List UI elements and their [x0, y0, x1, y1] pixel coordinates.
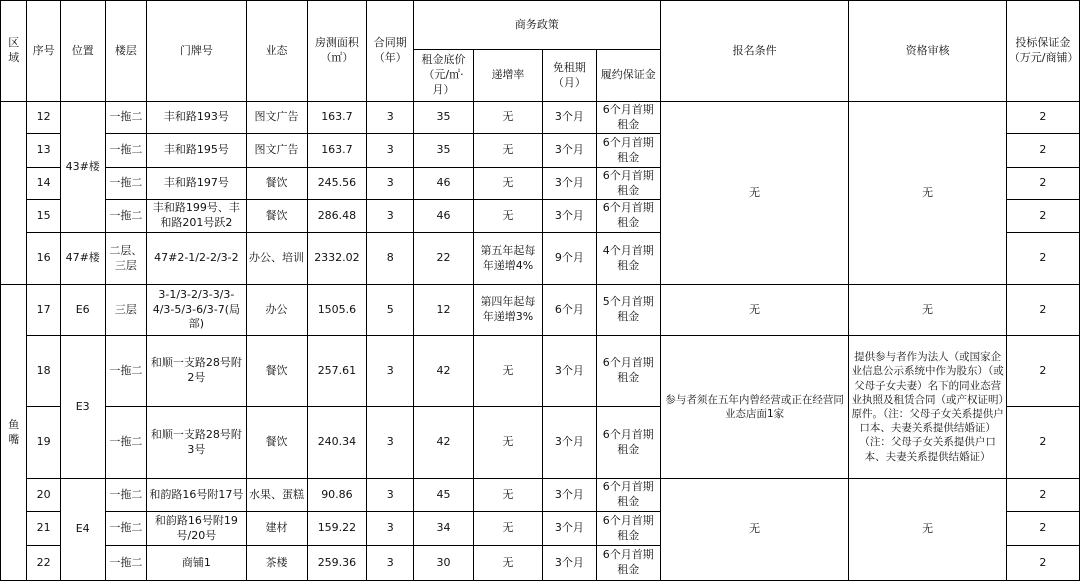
cell-free: 3个月	[542, 168, 596, 200]
cell-floor: 一拖二	[105, 407, 147, 479]
cell-address: 丰和路193号	[147, 102, 246, 134]
cell-area: 159.22	[307, 512, 367, 546]
cell-rent: 35	[414, 134, 474, 168]
cell-bid: 2	[1006, 168, 1079, 200]
cell-seq: 18	[27, 336, 60, 407]
cell-business: 餐饮	[246, 407, 307, 479]
cell-term: 8	[367, 233, 414, 285]
cell-deposit: 6个月首期租金	[596, 336, 660, 407]
cell-rent: 12	[414, 285, 474, 336]
cell-apply: 无	[660, 479, 849, 581]
cell-increase: 无	[473, 479, 542, 512]
cell-bid: 2	[1006, 512, 1079, 546]
cell-rent: 46	[414, 168, 474, 200]
cell-term: 3	[367, 479, 414, 512]
cell-seq: 21	[27, 512, 60, 546]
location-cell: 43#楼	[60, 102, 105, 233]
cell-floor: 一拖二	[105, 134, 147, 168]
cell-term: 3	[367, 336, 414, 407]
header-increase: 递增率	[473, 50, 542, 102]
cell-area: 2332.02	[307, 233, 367, 285]
cell-seq: 20	[27, 479, 60, 512]
cell-area: 259.36	[307, 546, 367, 581]
header-address: 门牌号	[147, 1, 246, 102]
cell-area: 286.48	[307, 200, 367, 233]
header-location: 位置	[60, 1, 105, 102]
cell-address: 和顺一支路28号附3号	[147, 407, 246, 479]
cell-business: 图文广告	[246, 102, 307, 134]
cell-rent: 34	[414, 512, 474, 546]
cell-increase: 无	[473, 336, 542, 407]
header-seq: 序号	[27, 1, 60, 102]
cell-business: 餐饮	[246, 336, 307, 407]
cell-deposit: 6个月首期租金	[596, 168, 660, 200]
cell-qualify: 提供参与者作为法人（或国家企业信息公示系统中作为股东）（或父母子女夫妻）名下的同业态营业执照及租赁合同（或产权证明）原件。（注：父母子女关系提供户口本、夫妻关系提供结婚证）（注：父母子女关系提供户口本、夫妻关系提供结婚证）	[849, 336, 1006, 479]
cell-seq: 15	[27, 200, 60, 233]
cell-qualify: 无	[849, 285, 1006, 336]
cell-term: 5	[367, 285, 414, 336]
cell-bid: 2	[1006, 336, 1079, 407]
cell-free: 3个月	[542, 546, 596, 581]
cell-seq: 22	[27, 546, 60, 581]
header-rent: 租金底价（元/㎡·月）	[414, 50, 474, 102]
cell-address: 丰和路197号	[147, 168, 246, 200]
cell-floor: 一拖二	[105, 479, 147, 512]
cell-floor: 二层、三层	[105, 233, 147, 285]
cell-seq: 19	[27, 407, 60, 479]
cell-business: 水果、蛋糕	[246, 479, 307, 512]
cell-increase: 第四年起每年递增3%	[473, 285, 542, 336]
location-cell: E3	[60, 336, 105, 479]
cell-term: 3	[367, 512, 414, 546]
table-row	[1, 102, 1080, 134]
header-business: 业态	[246, 1, 307, 102]
cell-increase: 无	[473, 512, 542, 546]
cell-apply: 参与者须在五年内曾经营或正在经营同业态店面1家	[660, 336, 849, 479]
cell-business: 办公	[246, 285, 307, 336]
cell-business: 餐饮	[246, 168, 307, 200]
cell-address: 和韵路16号附19号/20号	[147, 512, 246, 546]
cell-free: 3个月	[542, 479, 596, 512]
cell-bid: 2	[1006, 285, 1079, 336]
cell-free: 6个月	[542, 285, 596, 336]
location-cell: E4	[60, 479, 105, 581]
cell-floor: 一拖二	[105, 546, 147, 581]
cell-increase: 无	[473, 134, 542, 168]
cell-deposit: 5个月首期租金	[596, 285, 660, 336]
header-term: 合同期（年）	[367, 1, 414, 102]
cell-seq: 16	[27, 233, 60, 285]
cell-term: 3	[367, 546, 414, 581]
cell-free: 3个月	[542, 336, 596, 407]
cell-deposit: 6个月首期租金	[596, 512, 660, 546]
cell-deposit: 4个月首期租金	[596, 233, 660, 285]
cell-increase: 无	[473, 200, 542, 233]
table-row	[1, 285, 1080, 336]
cell-bid: 2	[1006, 233, 1079, 285]
cell-bid: 2	[1006, 546, 1079, 581]
cell-qualify: 无	[849, 102, 1006, 285]
cell-area: 163.7	[307, 102, 367, 134]
header-bid: 投标保证金（万元/商铺）	[1006, 1, 1079, 102]
cell-rent: 35	[414, 102, 474, 134]
region-cell-empty	[1, 102, 27, 285]
header-deposit: 履约保证金	[596, 50, 660, 102]
cell-seq: 17	[27, 285, 60, 336]
cell-address: 和顺一支路28号附2号	[147, 336, 246, 407]
header-floor: 楼层	[105, 1, 147, 102]
cell-floor: 一拖二	[105, 102, 147, 134]
cell-apply: 无	[660, 285, 849, 336]
cell-increase: 无	[473, 407, 542, 479]
cell-qualify: 无	[849, 479, 1006, 581]
cell-bid: 2	[1006, 479, 1079, 512]
cell-address: 商铺1	[147, 546, 246, 581]
cell-area: 163.7	[307, 134, 367, 168]
cell-area: 240.34	[307, 407, 367, 479]
cell-deposit: 6个月首期租金	[596, 102, 660, 134]
cell-bid: 2	[1006, 200, 1079, 233]
cell-area: 90.86	[307, 479, 367, 512]
cell-business: 餐饮	[246, 200, 307, 233]
header-apply: 报名条件	[660, 1, 849, 102]
cell-rent: 42	[414, 336, 474, 407]
cell-term: 3	[367, 200, 414, 233]
cell-free: 3个月	[542, 102, 596, 134]
region-cell: 鱼嘴	[1, 285, 27, 581]
cell-free: 3个月	[542, 512, 596, 546]
cell-deposit: 6个月首期租金	[596, 479, 660, 512]
cell-rent: 22	[414, 233, 474, 285]
cell-bid: 2	[1006, 134, 1079, 168]
cell-free: 9个月	[542, 233, 596, 285]
cell-deposit: 6个月首期租金	[596, 134, 660, 168]
cell-term: 3	[367, 407, 414, 479]
cell-increase: 无	[473, 102, 542, 134]
cell-bid: 2	[1006, 407, 1079, 479]
cell-rent: 45	[414, 479, 474, 512]
cell-increase: 第五年起每年递增4%	[473, 233, 542, 285]
cell-business: 茶楼	[246, 546, 307, 581]
cell-seq: 14	[27, 168, 60, 200]
table-row	[1, 336, 1080, 407]
cell-increase: 无	[473, 546, 542, 581]
location-cell: E6	[60, 285, 105, 336]
cell-bid: 2	[1006, 102, 1079, 134]
cell-floor: 一拖二	[105, 200, 147, 233]
cell-address: 丰和路195号	[147, 134, 246, 168]
location-cell: 47#楼	[60, 233, 105, 285]
cell-free: 3个月	[542, 134, 596, 168]
cell-area: 245.56	[307, 168, 367, 200]
cell-business: 图文广告	[246, 134, 307, 168]
cell-term: 3	[367, 168, 414, 200]
cell-term: 3	[367, 134, 414, 168]
cell-floor: 一拖二	[105, 512, 147, 546]
cell-apply: 无	[660, 102, 849, 285]
table-row	[1, 479, 1080, 512]
cell-deposit: 6个月首期租金	[596, 200, 660, 233]
cell-floor: 一拖二	[105, 336, 147, 407]
header-qualify: 资格审核	[849, 1, 1006, 102]
cell-rent: 42	[414, 407, 474, 479]
cell-address: 47#2-1/2-2/3-2	[147, 233, 246, 285]
cell-deposit: 6个月首期租金	[596, 546, 660, 581]
cell-increase: 无	[473, 168, 542, 200]
cell-seq: 13	[27, 134, 60, 168]
cell-term: 3	[367, 102, 414, 134]
cell-deposit: 6个月首期租金	[596, 407, 660, 479]
cell-rent: 46	[414, 200, 474, 233]
cell-area: 1505.6	[307, 285, 367, 336]
cell-address: 和韵路16号附17号	[147, 479, 246, 512]
cell-address: 3-1/3-2/3-3/3-4/3-5/3-6/3-7(局部)	[147, 285, 246, 336]
cell-floor: 一拖二	[105, 168, 147, 200]
header-policy: 商务政策	[414, 1, 661, 50]
cell-area: 257.61	[307, 336, 367, 407]
cell-address: 丰和路199号、丰和路201号跃2	[147, 200, 246, 233]
cell-floor: 三层	[105, 285, 147, 336]
cell-business: 建材	[246, 512, 307, 546]
header-free: 免租期（月）	[542, 50, 596, 102]
cell-business: 办公、培训	[246, 233, 307, 285]
header-area: 房测面积（㎡）	[307, 1, 367, 102]
cell-free: 3个月	[542, 200, 596, 233]
cell-rent: 30	[414, 546, 474, 581]
header-region: 区域	[1, 1, 27, 102]
cell-seq: 12	[27, 102, 60, 134]
cell-free: 3个月	[542, 407, 596, 479]
